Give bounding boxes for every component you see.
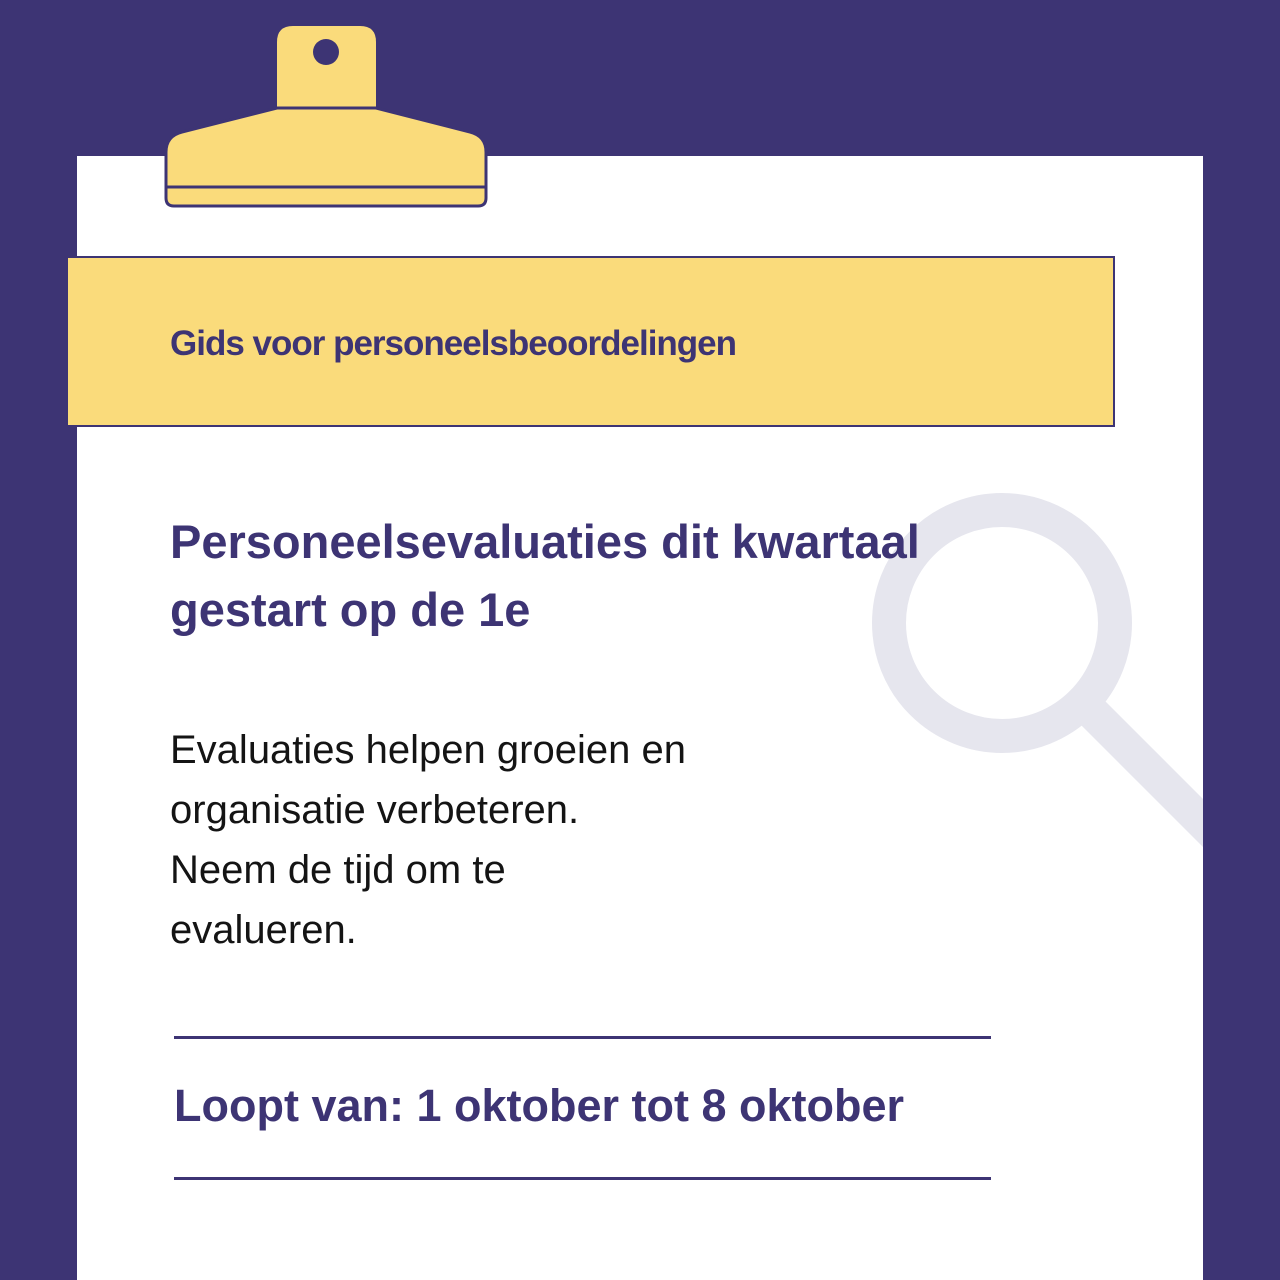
date-range: Loopt van: 1 oktober tot 8 oktober (174, 1080, 905, 1131)
divider-bottom (174, 1177, 991, 1180)
headline-line: gestart op de 1e (170, 583, 531, 636)
headline (170, 508, 1050, 644)
clipboard-clip-icon (160, 20, 495, 215)
body-line: organisatie verbeteren. (170, 788, 580, 832)
divider-top (174, 1036, 991, 1039)
body-line: evalueren. (170, 908, 357, 952)
title-banner (66, 256, 1115, 427)
banner-title: Gids voor personeelsbeoordelingen (170, 324, 737, 363)
body-line: Neem de tijd om te (170, 848, 506, 892)
body-paragraph (170, 720, 686, 960)
headline-line: Personeelsevaluaties dit kwartaal (170, 515, 920, 568)
body-line: Evaluaties helpen groeien en (170, 728, 686, 772)
